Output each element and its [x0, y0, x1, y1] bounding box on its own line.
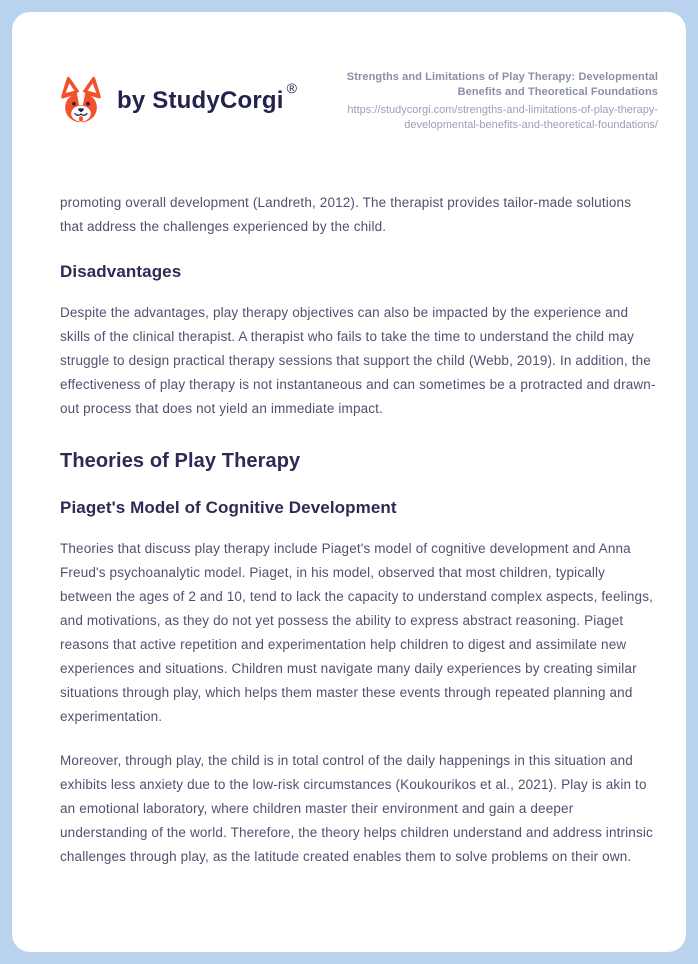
registered-trademark: ®	[286, 79, 298, 96]
brand-name-text: by StudyCorgi	[117, 86, 284, 114]
paragraph-disadvantages: Despite the advantages, play therapy objectives can also be impacted by the experience and skills of the clinical therapist. A therapist who fails to take the time to understand the child may struggle to design practical therapy sessions that support the child (Webb, 2019). In addition, the effectiveness of play therapy is not instantaneous and can sometimes be a protracted and drawn-out process that does not yield an immediate impact.	[60, 305, 656, 416]
document-header	[60, 68, 658, 133]
brand	[60, 68, 297, 125]
paragraph-intro: promoting overall development (Landreth, 2012). The therapist provides tailor-made solutions that address the challenges experienced by the child.	[60, 195, 632, 234]
document-card	[12, 12, 686, 952]
paragraph-piaget-1: Theories that discuss play therapy include Piaget's model of cognitive development and Anna Freud's psychoanalytic model. Piaget, in his model, observed that most children, typically between the ages of 2 and 10, tend to lack the capacity to understand complex aspects, feelings, and motivations, as they do not yet possess the ability to express abstract reasoning. Piaget reasons that active repetition and experimentation help children to digest and assimilate new experiences and situations. Children must navigate many daily experiences by creating similar situations through play, which helps them master these events through repeated planning and experimentation.	[60, 541, 654, 724]
heading-piaget-model: Piaget's Model of Cognitive Development	[60, 498, 397, 517]
document-title: Strengths and Limitations of Play Therapy: Developmental Benefits and Theoretical Foundations	[346, 71, 658, 98]
article-body	[60, 191, 658, 869]
brand-name	[117, 79, 298, 115]
document-url-link[interactable]: https://studycorgi.com/strengths-and-limitations-of-play-therapy-developmental-benefits-and-theoretical-foundations/	[347, 104, 658, 131]
heading-disadvantages: Disadvantages	[60, 262, 182, 281]
corgi-logo-icon	[60, 76, 102, 125]
paragraph-piaget-2: Moreover, through play, the child is in total control of the daily happenings in this situation and exhibits less anxiety due to the low-risk circumstances (Koukourikos et al., 2021). Play is akin to an emotional laboratory, where children master their environment and gain a deeper understanding of the world. Therefore, the theory helps children understand and address intrinsic challenges through play, as the latitude created enables them to solve problems on their own.	[60, 753, 653, 864]
document-meta	[326, 68, 658, 133]
heading-theories-of-play-therapy: Theories of Play Therapy	[60, 450, 301, 472]
